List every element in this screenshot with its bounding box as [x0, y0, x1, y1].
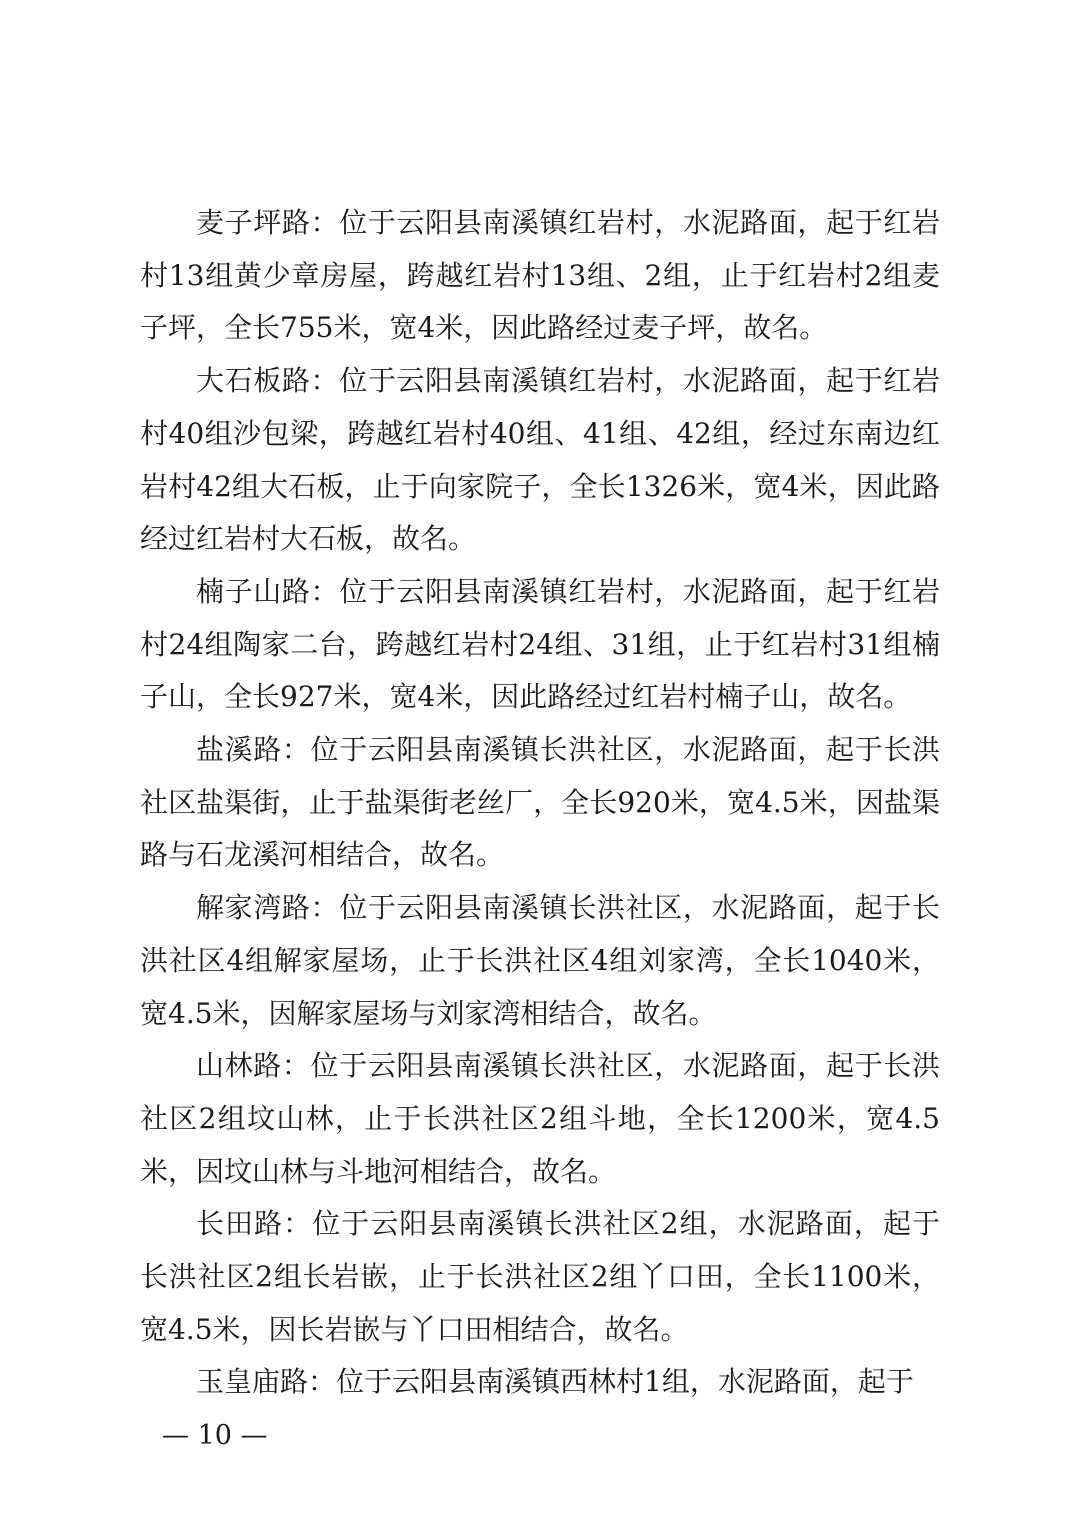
paragraph-shanlin-road: 山林路：位于云阳县南溪镇长洪社区，水泥路面，起于长洪社区2组坟山林，止于长洪社区2组斗地，全长1200米，宽4.5米，因坟山林与斗地河相结合，故名。	[140, 1049, 940, 1188]
paragraph-xiejiawan-road: 解家湾路：位于云阳县南溪镇长洪社区，水泥路面，起于长洪社区4组解家屋场，止于长洪社区4组刘家湾，全长1040米，宽4.5米，因解家屋场与刘家湾相结合，故名。	[140, 891, 940, 1030]
page-number: — 10 —	[162, 1420, 268, 1451]
paragraph-yanxi-road: 盐溪路：位于云阳县南溪镇长洪社区，水泥路面，起于长洪社区盐渠街，止于盐渠街老丝厂，全长920米，宽4.5米，因盐渠路与石龙溪河相结合，故名。	[140, 733, 940, 872]
paragraph-maiziping-road: 麦子坪路：位于云阳县南溪镇红岩村，水泥路面，起于红岩村13组黄少章房屋，跨越红岩村13组、2组，止于红岩村2组麦子坪，全长755米，宽4米，因此路经过麦子坪，故名。	[140, 206, 940, 345]
paragraph-nanzishan-road: 楠子山路：位于云阳县南溪镇红岩村，水泥路面，起于红岩村24组陶家二台，跨越红岩村24组、31组，止于红岩村31组楠子山，全长927米，宽4米，因此路经过红岩村楠子山，故名。	[140, 574, 940, 714]
document-body	[140, 197, 940, 1409]
paragraph-changtian-road: 长田路：位于云阳县南溪镇长洪社区2组，水泥路面，起于长洪社区2组长岩嵌，止于长洪社区2组丫口田，全长1100米，宽4.5米，因长岩嵌与丫口田相结合，故名。	[140, 1207, 940, 1346]
paragraph-dashiban-road: 大石板路：位于云阳县南溪镇红岩村，水泥路面，起于红岩村40组沙包梁，跨越红岩村40组、41组、42组，经过东南边红岩村42组大石板，止于向家院子，全长1326米，宽4米，因此路经过红岩村大石板，故名。	[140, 364, 940, 556]
paragraph-yuhuangmiao-road: 玉皇庙路：位于云阳县南溪镇西林村1组，水泥路面，起于	[196, 1365, 914, 1399]
